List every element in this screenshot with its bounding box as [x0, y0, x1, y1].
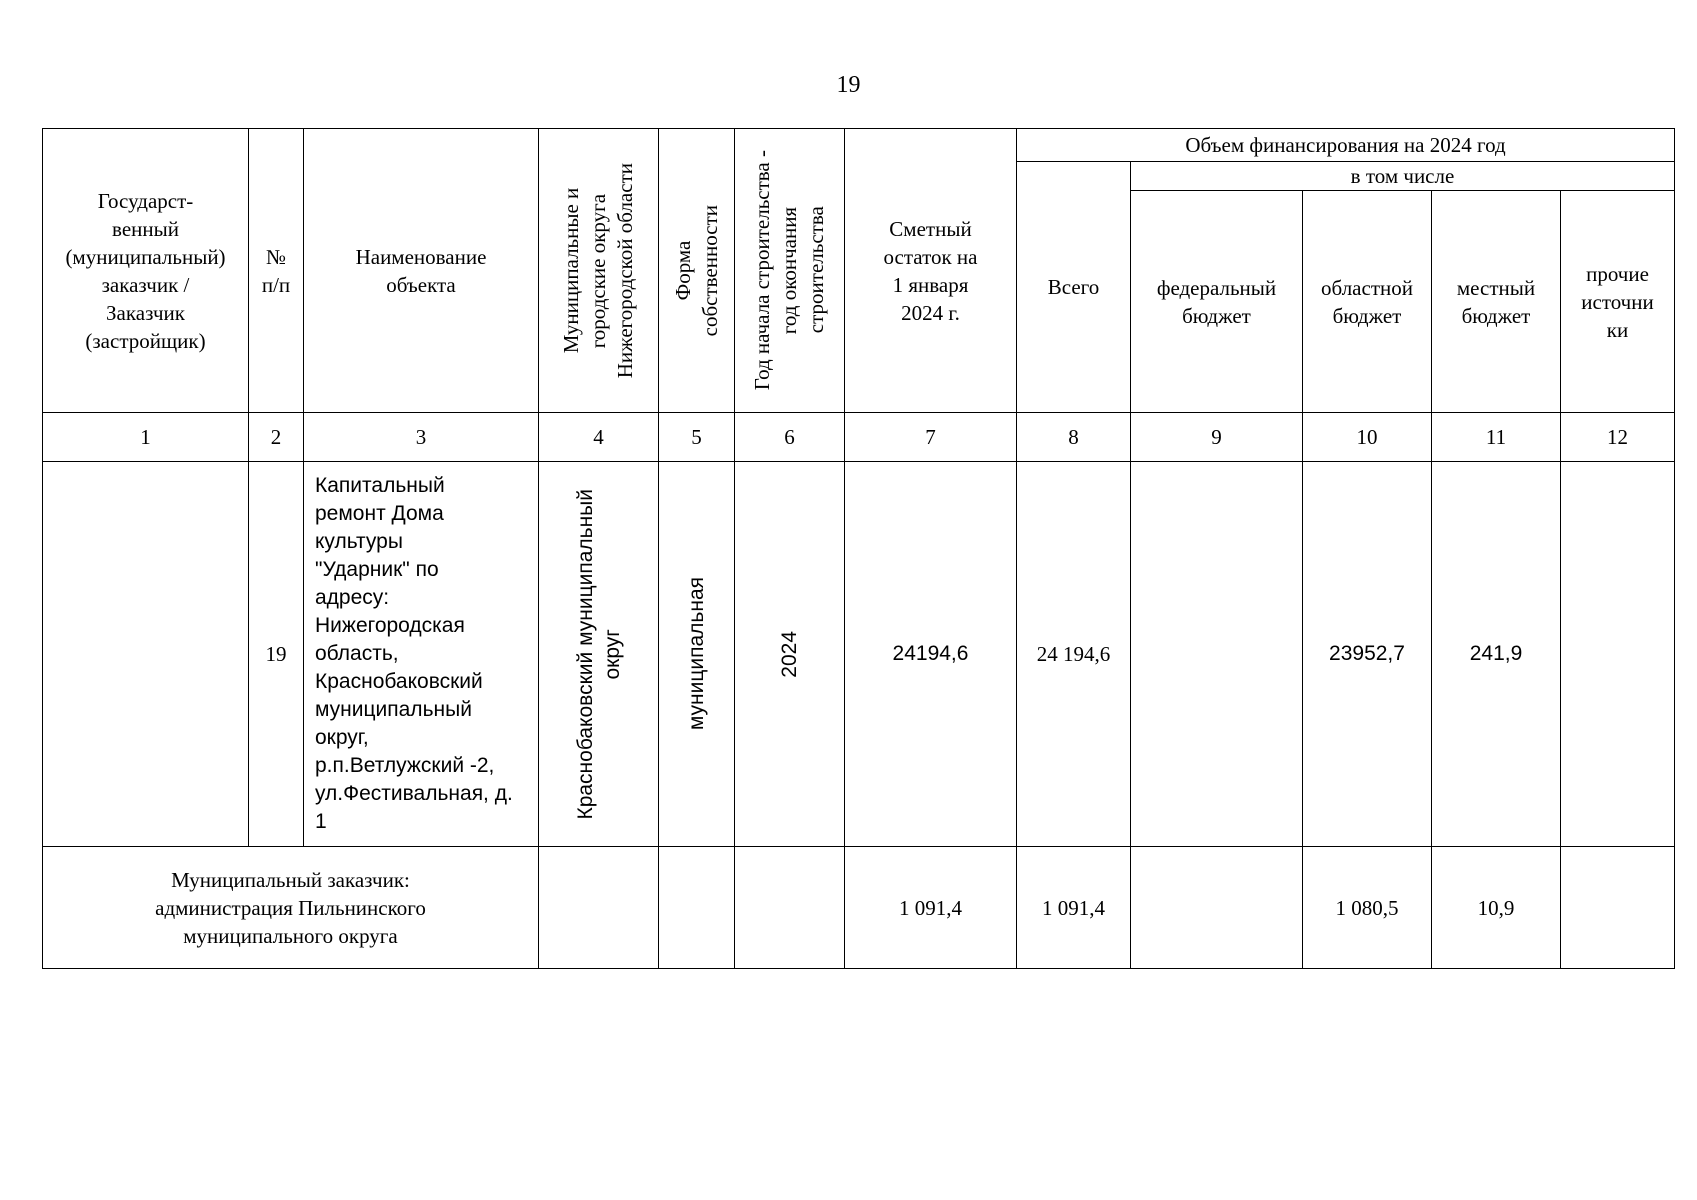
column-number: 8	[1017, 413, 1131, 462]
header-number: № п/п	[249, 129, 304, 413]
row-district: Краснобаковский муниципальный округ	[539, 462, 659, 847]
summary-estimate: 1 091,4	[845, 847, 1017, 969]
financing-table	[42, 128, 1675, 969]
row-years: 2024	[735, 462, 845, 847]
row-object-name: Капитальный ремонт Дома культуры "Ударник" по адресу: Нижегородская область, Краснобаковский муниципальный округ, р.п.Ветлужский -2, ул.Фестивальная, д. 1	[304, 462, 539, 847]
column-number: 1	[43, 413, 249, 462]
header-estimate: Сметный остаток на 1 января 2024 г.	[845, 129, 1017, 413]
row-customer	[43, 462, 249, 847]
row-regional: 23952,7	[1303, 462, 1432, 847]
summary-total: 1 091,4	[1017, 847, 1131, 969]
row-ownership: муниципальная	[659, 462, 735, 847]
row-number: 19	[249, 462, 304, 847]
column-number: 3	[304, 413, 539, 462]
header-ownership: Форма собственности	[659, 129, 735, 413]
table-row	[43, 462, 1675, 847]
column-number: 5	[659, 413, 735, 462]
summary-customer: Муниципальный заказчик: администрация Пильнинского муниципального округа	[43, 847, 539, 969]
column-number: 6	[735, 413, 845, 462]
column-number: 7	[845, 413, 1017, 462]
column-number: 10	[1303, 413, 1432, 462]
header-regional: областной бюджет	[1303, 191, 1432, 413]
summary-ownership	[659, 847, 735, 969]
summary-regional: 1 080,5	[1303, 847, 1432, 969]
header-total: Всего	[1017, 162, 1131, 413]
header-funding-title: Объем финансирования на 2024 год	[1017, 129, 1675, 162]
row-other	[1561, 462, 1675, 847]
summary-row	[43, 847, 1675, 969]
summary-years	[735, 847, 845, 969]
header-local: местный бюджет	[1432, 191, 1561, 413]
column-number: 11	[1432, 413, 1561, 462]
row-local: 241,9	[1432, 462, 1561, 847]
header-object-name: Наименование объекта	[304, 129, 539, 413]
column-number: 4	[539, 413, 659, 462]
header-customer: Государст- венный (муниципальный) заказчик / Заказчик (застройщик)	[43, 129, 249, 413]
summary-district	[539, 847, 659, 969]
row-estimate: 24194,6	[845, 462, 1017, 847]
summary-other	[1561, 847, 1675, 969]
header-including: в том числе	[1131, 162, 1675, 191]
header-districts: Муниципальные и городские округа Нижегородской области	[539, 129, 659, 413]
header-years: Год начала строительства - год окончания строительства	[735, 129, 845, 413]
column-number: 9	[1131, 413, 1303, 462]
summary-federal	[1131, 847, 1303, 969]
header-other: прочие источни ки	[1561, 191, 1675, 413]
summary-local: 10,9	[1432, 847, 1561, 969]
column-number: 2	[249, 413, 304, 462]
column-number: 12	[1561, 413, 1675, 462]
header-federal: федеральный бюджет	[1131, 191, 1303, 413]
row-total: 24 194,6	[1017, 462, 1131, 847]
page-number: 19	[836, 72, 861, 98]
row-federal	[1131, 462, 1303, 847]
column-numbers-row	[43, 413, 1675, 462]
